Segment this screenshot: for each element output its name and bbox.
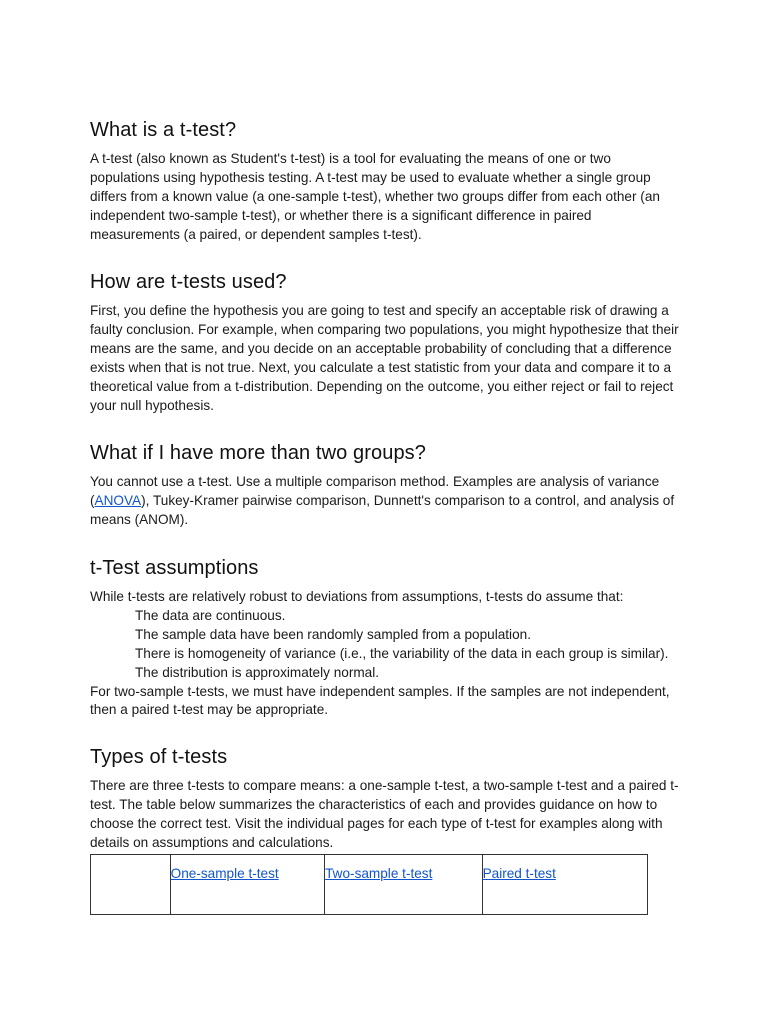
paragraph-what-is-t-test: A t-test (also known as Student's t-test) is a tool for evaluating the means of one or two populations using hypothesis testing. A t-test may be used to evaluate whether a single group differs from a known value (a one-sample t-test), whether two groups differ from each other (an independent two-sample t-test), or whether there is a significant difference in paired measurements (a paired, or dependent samples t-test). — [90, 151, 660, 242]
assumptions-intro: While t-tests are relatively robust to deviations from assumptions, t-tests do assume that: — [90, 589, 624, 604]
table-cell — [325, 855, 482, 915]
assumptions-list — [90, 607, 680, 683]
assumptions-block — [90, 588, 680, 720]
heading-types-of-t-tests: Types of t-tests — [90, 746, 228, 768]
paragraph-how-used: First, you define the hypothesis you are going to test and specify an acceptable risk of drawing a faulty conclusion. For example, when comparing two populations, you might hypothesize that their means are the same, and you decide on an acceptable probability of concluding that a difference exists when that is not true. Next, you calculate a test statistic from your data and compare it to a theoretical value from a t-distribution. Depending on the outcome, you either reject or fail to reject your null hypothesis. — [90, 303, 679, 413]
assumption-item: The distribution is approximately normal. — [135, 664, 380, 680]
heading-how-used: How are t-tests used? — [90, 271, 287, 293]
assumption-item: The sample data have been randomly sampled from a population. — [135, 626, 531, 642]
paragraph-text-after-link: ), Tukey-Kramer pairwise comparison, Dunnett's comparison to a control, and analysis of means (ANOM). — [90, 492, 675, 527]
table-cell-empty — [91, 855, 171, 915]
paired-t-test-link[interactable]: Paired t-test — [482, 866, 556, 881]
heading-assumptions: t-Test assumptions — [90, 557, 259, 579]
heading-what-is-t-test: What is a t-test? — [90, 119, 237, 141]
t-test-types-table — [90, 854, 648, 915]
assumption-item: There is homogeneity of variance (i.e., the variability of the data in each group is similar). — [135, 645, 669, 661]
anova-link[interactable]: ANOVA — [94, 492, 142, 508]
heading-more-than-two-groups: What if I have more than two groups? — [90, 442, 426, 464]
assumptions-outro: For two-sample t-tests, we must have independent samples. If the samples are not independent, then a paired t-test may be appropriate. — [90, 683, 670, 718]
paragraph-more-than-two-groups — [90, 473, 680, 530]
paragraph-text-before-link: You cannot use a t-test. Use a multiple comparison method. Examples are analysis of variance ( — [90, 474, 660, 508]
assumption-item: The data are continuous. — [135, 607, 286, 623]
two-sample-t-test-link[interactable]: Two-sample t-test — [325, 866, 433, 881]
paragraph-types-of-t-tests: There are three t-tests to compare means: a one-sample t-test, a two-sample t-test and a paired t-test. The table below summarizes the characteristics of each and provides guidance on how to choose the correct test. Visit the individual pages for each type of t-test for examples along with details on assumptions and calculations. — [90, 778, 679, 850]
table-cell — [482, 855, 647, 915]
table-cell — [170, 855, 324, 915]
one-sample-t-test-link[interactable]: One-sample t-test — [170, 866, 279, 881]
table-row — [91, 855, 648, 915]
